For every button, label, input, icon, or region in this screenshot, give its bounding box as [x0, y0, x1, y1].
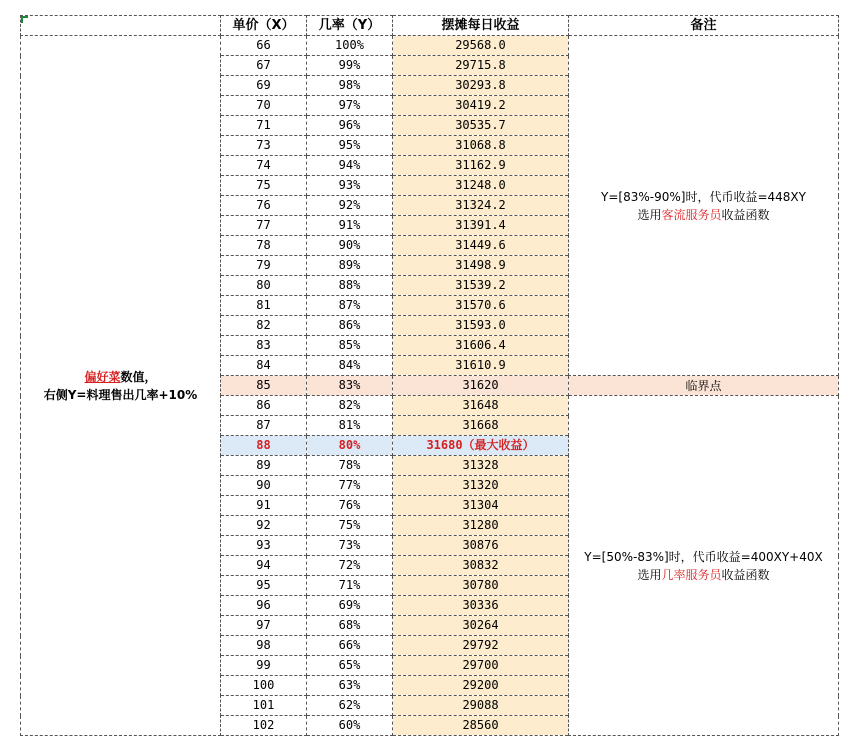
rate-cell[interactable]: 98%	[307, 76, 393, 96]
note-lower-range[interactable]	[569, 396, 839, 736]
price-cell[interactable]: 93	[221, 536, 307, 556]
revenue-cell[interactable]: 29088	[393, 696, 569, 716]
price-cell[interactable]: 74	[221, 156, 307, 176]
price-cell[interactable]: 71	[221, 116, 307, 136]
rate-cell[interactable]: 60%	[307, 716, 393, 736]
rate-cell[interactable]: 71%	[307, 576, 393, 596]
note-critical-point[interactable]: 临界点	[569, 376, 839, 396]
price-cell[interactable]: 77	[221, 216, 307, 236]
note-upper-pre: 选用	[637, 207, 662, 222]
rate-cell[interactable]: 90%	[307, 236, 393, 256]
price-cell[interactable]: 99	[221, 656, 307, 676]
revenue-cell[interactable]: 31668	[393, 416, 569, 436]
price-cell[interactable]: 73	[221, 136, 307, 156]
rate-cell[interactable]: 69%	[307, 596, 393, 616]
price-cell[interactable]: 101	[221, 696, 307, 716]
rate-cell[interactable]: 80%	[307, 436, 393, 456]
rate-cell[interactable]: 63%	[307, 676, 393, 696]
revenue-cell[interactable]: 31610.9	[393, 356, 569, 376]
header-revenue[interactable]: 摆摊每日收益	[393, 16, 569, 36]
revenue-cell[interactable]: 31648	[393, 396, 569, 416]
note-lower-waiter: 几率服务员	[661, 567, 722, 582]
revenue-cell[interactable]: 29568.0	[393, 36, 569, 56]
note-lower-formula: Y=[50%-83%]时，代币收益=400XY+40X	[584, 549, 823, 564]
note-upper-range[interactable]	[569, 36, 839, 376]
label-line1-rest: 数值，	[120, 369, 157, 384]
rate-cell[interactable]: 99%	[307, 56, 393, 76]
cell-selection-marker	[21, 16, 28, 23]
rate-cell[interactable]: 100%	[307, 36, 393, 56]
rate-cell[interactable]: 92%	[307, 196, 393, 216]
rate-cell[interactable]: 94%	[307, 156, 393, 176]
revenue-cell[interactable]: 30876	[393, 536, 569, 556]
rate-cell[interactable]: 76%	[307, 496, 393, 516]
rate-cell[interactable]: 84%	[307, 356, 393, 376]
header-row	[21, 16, 839, 36]
revenue-cell[interactable]: 31449.6	[393, 236, 569, 256]
price-cell[interactable]: 82	[221, 316, 307, 336]
price-cell[interactable]: 84	[221, 356, 307, 376]
revenue-table	[20, 15, 839, 736]
rate-cell[interactable]: 81%	[307, 416, 393, 436]
note-upper-waiter: 客流服务员	[661, 207, 722, 222]
price-cell[interactable]: 91	[221, 496, 307, 516]
revenue-cell[interactable]: 30419.2	[393, 96, 569, 116]
revenue-cell[interactable]: 31391.4	[393, 216, 569, 236]
price-cell[interactable]: 87	[221, 416, 307, 436]
revenue-cell[interactable]: 30780	[393, 576, 569, 596]
revenue-cell[interactable]: 31248.0	[393, 176, 569, 196]
revenue-cell[interactable]: 31328	[393, 456, 569, 476]
price-cell[interactable]: 69	[221, 76, 307, 96]
header-rate[interactable]: 几率（Y）	[307, 16, 393, 36]
price-cell[interactable]: 76	[221, 196, 307, 216]
table-body	[21, 36, 839, 736]
price-cell[interactable]: 90	[221, 476, 307, 496]
revenue-cell[interactable]: 31606.4	[393, 336, 569, 356]
revenue-cell[interactable]: 31570.6	[393, 296, 569, 316]
rate-cell[interactable]: 86%	[307, 316, 393, 336]
revenue-cell[interactable]: 29792	[393, 636, 569, 656]
revenue-cell[interactable]: 31539.2	[393, 276, 569, 296]
price-cell[interactable]: 102	[221, 716, 307, 736]
rate-cell[interactable]: 82%	[307, 396, 393, 416]
revenue-cell[interactable]: 30336	[393, 596, 569, 616]
label-line2: 右侧Y=料理售出几率+10%	[43, 387, 198, 402]
price-cell[interactable]: 78	[221, 236, 307, 256]
price-cell[interactable]: 88	[221, 436, 307, 456]
rate-cell[interactable]: 97%	[307, 96, 393, 116]
revenue-cell[interactable]: 29200	[393, 676, 569, 696]
rate-cell[interactable]: 78%	[307, 456, 393, 476]
rate-cell[interactable]: 75%	[307, 516, 393, 536]
price-cell[interactable]: 86	[221, 396, 307, 416]
revenue-cell[interactable]: 31280	[393, 516, 569, 536]
price-cell[interactable]: 94	[221, 556, 307, 576]
header-note[interactable]: 备注	[569, 16, 839, 36]
price-cell[interactable]: 66	[221, 36, 307, 56]
price-cell[interactable]: 80	[221, 276, 307, 296]
price-cell[interactable]: 96	[221, 596, 307, 616]
revenue-cell[interactable]: 31680（最大收益）	[393, 436, 569, 456]
rate-cell[interactable]: 96%	[307, 116, 393, 136]
rate-cell[interactable]: 89%	[307, 256, 393, 276]
revenue-cell[interactable]: 31593.0	[393, 316, 569, 336]
price-cell[interactable]: 97	[221, 616, 307, 636]
price-cell[interactable]: 70	[221, 96, 307, 116]
revenue-cell[interactable]: 31620	[393, 376, 569, 396]
rate-cell[interactable]: 85%	[307, 336, 393, 356]
price-cell[interactable]: 79	[221, 256, 307, 276]
revenue-cell[interactable]: 30832	[393, 556, 569, 576]
price-cell[interactable]: 83	[221, 336, 307, 356]
rate-cell[interactable]: 72%	[307, 556, 393, 576]
revenue-cell[interactable]: 31324.2	[393, 196, 569, 216]
revenue-cell[interactable]: 31498.9	[393, 256, 569, 276]
revenue-cell[interactable]: 31320	[393, 476, 569, 496]
rate-cell[interactable]: 66%	[307, 636, 393, 656]
price-cell[interactable]: 67	[221, 56, 307, 76]
revenue-cell[interactable]: 30535.7	[393, 116, 569, 136]
rate-cell[interactable]: 62%	[307, 696, 393, 716]
price-cell[interactable]: 89	[221, 456, 307, 476]
revenue-cell[interactable]: 28560	[393, 716, 569, 736]
revenue-cell[interactable]: 29715.8	[393, 56, 569, 76]
price-cell[interactable]: 85	[221, 376, 307, 396]
revenue-cell[interactable]: 30264	[393, 616, 569, 636]
spreadsheet	[20, 15, 838, 737]
revenue-cell[interactable]: 30293.8	[393, 76, 569, 96]
note-upper-formula: Y=[83%-90%]时，代币收益=448XY	[601, 189, 806, 204]
header-price[interactable]: 单价（X）	[221, 16, 307, 36]
rate-cell[interactable]: 88%	[307, 276, 393, 296]
rate-cell[interactable]: 93%	[307, 176, 393, 196]
rate-cell[interactable]: 65%	[307, 656, 393, 676]
revenue-cell[interactable]: 31068.8	[393, 136, 569, 156]
rate-cell[interactable]: 68%	[307, 616, 393, 636]
rate-cell[interactable]: 95%	[307, 136, 393, 156]
note-lower-post: 收益函数	[721, 567, 770, 582]
price-cell[interactable]: 100	[221, 676, 307, 696]
price-cell[interactable]: 95	[221, 576, 307, 596]
rate-cell[interactable]: 91%	[307, 216, 393, 236]
rate-cell[interactable]: 83%	[307, 376, 393, 396]
revenue-cell[interactable]: 29700	[393, 656, 569, 676]
preferred-dish-label-cell[interactable]	[21, 36, 221, 736]
note-upper-post: 收益函数	[721, 207, 770, 222]
price-cell[interactable]: 81	[221, 296, 307, 316]
blank-header-cell[interactable]	[21, 16, 221, 36]
revenue-cell[interactable]: 31304	[393, 496, 569, 516]
table-row	[21, 36, 839, 56]
price-cell[interactable]: 92	[221, 516, 307, 536]
rate-cell[interactable]: 87%	[307, 296, 393, 316]
price-cell[interactable]: 98	[221, 636, 307, 656]
price-cell[interactable]: 75	[221, 176, 307, 196]
rate-cell[interactable]: 77%	[307, 476, 393, 496]
note-lower-pre: 选用	[637, 567, 662, 582]
preferred-dish-keyword: 偏好菜	[84, 369, 121, 384]
rate-cell[interactable]: 73%	[307, 536, 393, 556]
revenue-cell[interactable]: 31162.9	[393, 156, 569, 176]
